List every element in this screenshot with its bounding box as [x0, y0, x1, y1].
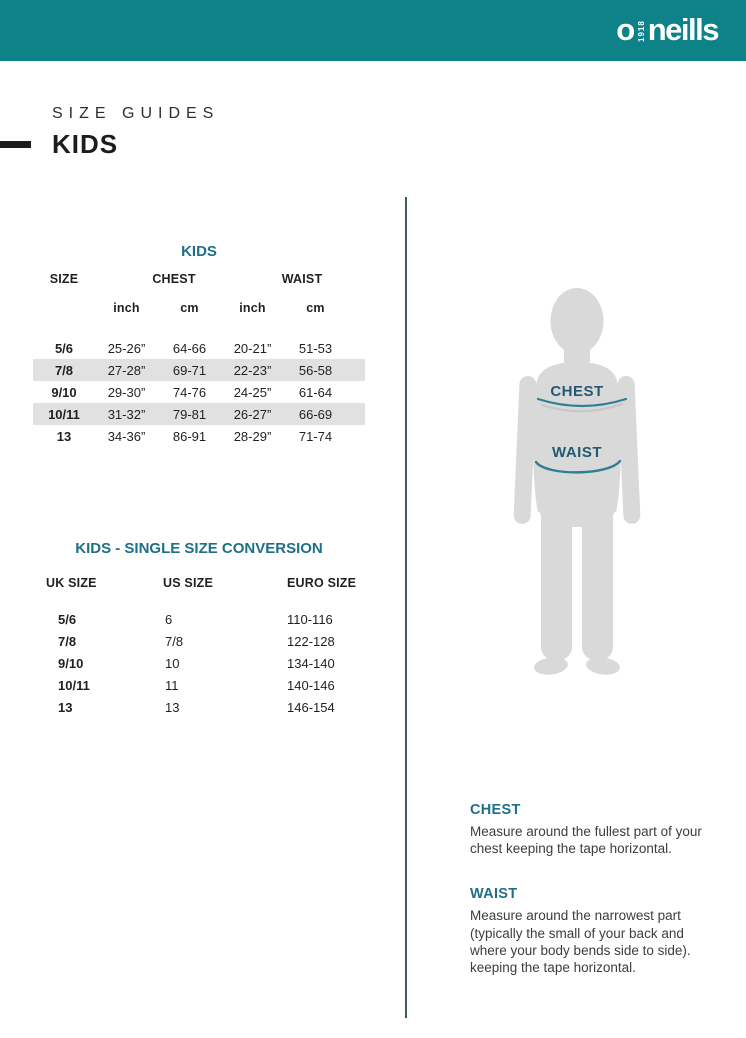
title-dash: [0, 141, 31, 148]
cell-size: 5/6: [54, 340, 74, 356]
measurement-instructions: [470, 799, 710, 976]
unit-chest-inch: inch: [113, 301, 140, 315]
cell-waist-cm: 71-74: [298, 428, 333, 444]
cell-chest-inch: 31-32”: [107, 406, 146, 422]
cell-waist-inch: 22-23”: [233, 362, 272, 378]
cell-waist-cm: 56-58: [298, 362, 333, 378]
kids-table-title: KIDS: [181, 243, 217, 260]
logo-year-1918: 1918: [636, 20, 646, 42]
child-silhouette-graphic: [440, 270, 746, 690]
chest-instruction-heading: CHEST: [470, 802, 521, 818]
table-row: [33, 608, 365, 630]
cell-uk: 7/8: [58, 634, 77, 649]
table-row: [33, 652, 365, 674]
figure-chest-label: CHEST: [550, 383, 604, 400]
cell-waist-cm: 66-69: [298, 406, 333, 422]
unit-waist-inch: inch: [239, 301, 266, 315]
table-row: [33, 630, 365, 652]
conversion-header-row: [33, 574, 365, 594]
waist-instruction-text: Measure around the narrowest part (typically the small of your back and where your body bends side to side). keeping the tape horizontal.: [470, 908, 691, 976]
table-row: [33, 381, 365, 403]
cell-euro: 146-154: [287, 700, 335, 715]
cell-size: 9/10: [51, 384, 77, 400]
cell-us: 7/8: [165, 634, 184, 649]
kids-size-table: [33, 240, 365, 447]
table-row: [33, 337, 365, 359]
cell-waist-cm: 51-53: [298, 340, 333, 356]
cell-waist-inch: 20-21”: [233, 340, 272, 356]
cell-size: 13: [56, 428, 72, 444]
col-header-chest: CHEST: [152, 272, 196, 286]
cell-chest-inch: 29-30”: [107, 384, 146, 400]
cell-euro: 134-140: [287, 656, 335, 671]
page-title: KIDS: [52, 129, 119, 159]
cell-uk: 9/10: [58, 656, 84, 671]
cell-us: 13: [165, 700, 180, 715]
conversion-table-title: KIDS - SINGLE SIZE CONVERSION: [75, 540, 323, 557]
cell-size: 10/11: [48, 406, 80, 422]
cell-waist-inch: 28-29”: [233, 428, 272, 444]
cell-chest-cm: 74-76: [172, 384, 207, 400]
cell-chest-cm: 86-91: [172, 428, 207, 444]
unit-waist-cm: cm: [306, 301, 325, 315]
logo-suffix: neills: [647, 12, 718, 47]
cell-waist-inch: 24-25”: [233, 384, 272, 400]
kids-conversion-table: [33, 538, 365, 718]
cell-chest-inch: 27-28”: [107, 362, 146, 378]
cell-chest-cm: 79-81: [172, 406, 207, 422]
waist-instruction-heading: WAIST: [470, 886, 518, 903]
col-header-size: SIZE: [49, 272, 79, 286]
cell-chest-inch: 34-36”: [107, 428, 146, 444]
oneills-logo: [616, 12, 718, 48]
cell-chest-inch: 25-26”: [107, 340, 146, 356]
col-header-us-size: US SIZE: [163, 576, 214, 590]
cell-uk: 13: [58, 700, 73, 715]
header-band: [0, 0, 746, 61]
col-header-waist: WAIST: [281, 272, 323, 286]
cell-size: 7/8: [54, 362, 74, 378]
logo-prefix: o: [616, 12, 634, 47]
table-row: [33, 359, 365, 381]
cell-euro: 110-116: [287, 612, 333, 627]
unit-header-row: [33, 294, 365, 322]
cell-us: 11: [165, 678, 179, 693]
chest-instruction-text: Measure around the fullest part of your chest keeping the tape horizontal.: [470, 824, 702, 857]
cell-us: 10: [165, 656, 180, 671]
cell-chest-cm: 64-66: [172, 340, 207, 356]
table-row: [33, 674, 365, 696]
child-silhouette-figure: [440, 270, 746, 690]
col-header-euro-size: EURO SIZE: [287, 576, 357, 590]
table-row: [33, 425, 365, 447]
figure-waist-label: WAIST: [552, 444, 602, 461]
cell-waist-cm: 61-64: [298, 384, 333, 400]
vertical-divider: [405, 197, 407, 1018]
cell-euro: 122-128: [287, 634, 335, 649]
size-guides-eyebrow: SIZE GUIDES: [52, 105, 220, 122]
unit-chest-cm: cm: [180, 301, 199, 315]
cell-euro: 140-146: [287, 678, 335, 693]
cell-us: 6: [165, 612, 173, 627]
table-row: [33, 403, 365, 425]
col-header-uk-size: UK SIZE: [46, 576, 97, 590]
cell-uk: 10/11: [58, 678, 90, 693]
cell-waist-inch: 26-27”: [233, 406, 272, 422]
cell-uk: 5/6: [58, 612, 77, 627]
group-header-row: [33, 264, 365, 294]
cell-chest-cm: 69-71: [172, 362, 207, 378]
table-row: [33, 696, 365, 718]
